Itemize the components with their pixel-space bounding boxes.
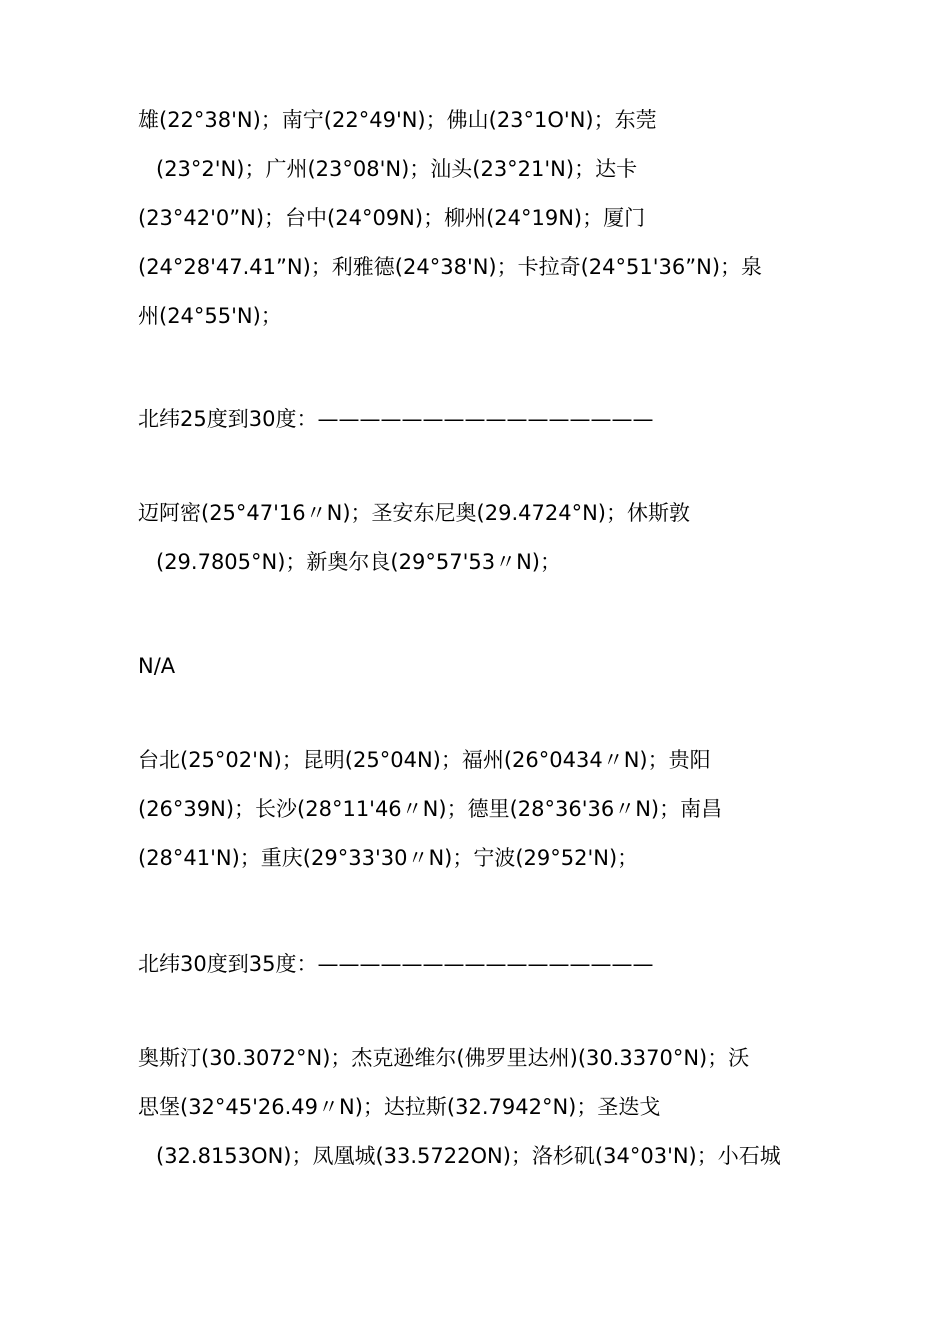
text-line: 雄(22°38'N)；南宁(22°49'N)；佛山(23°1O'N)；东莞 bbox=[138, 108, 657, 132]
text-line: 思堡(32°45'26.49〃N)；达拉斯(32.7942°N)；圣迭戈 bbox=[138, 1095, 661, 1119]
paragraph-cities-22-25 bbox=[138, 96, 828, 341]
text-line: (23°42'0”N)；台中(24°09N)；柳州(24°19N)；厦门 bbox=[138, 206, 646, 230]
heading-text: 北纬25度到30度：———————————————— bbox=[138, 407, 654, 431]
text-line: 州(24°55'N)； bbox=[138, 304, 282, 328]
text-line: 台北(25°02'N)；昆明(25°04N)；福州(26°0434〃N)；贵阳 bbox=[138, 748, 711, 772]
text-line: (23°2'N)；广州(23°08'N)；汕头(23°21'N)；达卡 bbox=[156, 157, 638, 181]
text-line: 迈阿密(25°47'16〃N)；圣安东尼奥(29.4724°N)；休斯敦 bbox=[138, 501, 690, 525]
text-line: (26°39N)；长沙(28°11'46〃N)；德里(28°36'36〃N)；南昌 bbox=[138, 797, 723, 821]
heading-text: 北纬30度到35度：———————————————— bbox=[138, 952, 654, 976]
text-line: (32.8153ON)；凤凰城(33.5722ON)；洛杉矶(34°03'N)；小石城 bbox=[156, 1144, 781, 1168]
paragraph-us-cities-25-30 bbox=[138, 489, 828, 587]
text-line: 奥斯汀(30.3072°N)；杰克逊维尔(佛罗里达州)(30.3370°N)；沃 bbox=[138, 1046, 750, 1070]
section-heading-25-30 bbox=[138, 395, 828, 444]
paragraph-na bbox=[138, 642, 828, 691]
paragraph-asia-cities-25-30 bbox=[138, 736, 828, 883]
text-line: (24°28'47.41”N)；利雅德(24°38'N)；卡拉奇(24°51'36”N)；泉 bbox=[138, 255, 763, 279]
text-line: (29.7805°N)；新奥尔良(29°57'53〃N)； bbox=[156, 550, 561, 574]
paragraph-us-cities-30-35 bbox=[138, 1034, 828, 1181]
section-heading-30-35 bbox=[138, 940, 828, 989]
text-line: (28°41'N)；重庆(29°33'30〃N)；宁波(29°52'N)； bbox=[138, 846, 639, 870]
text-line: N/A bbox=[138, 654, 176, 678]
